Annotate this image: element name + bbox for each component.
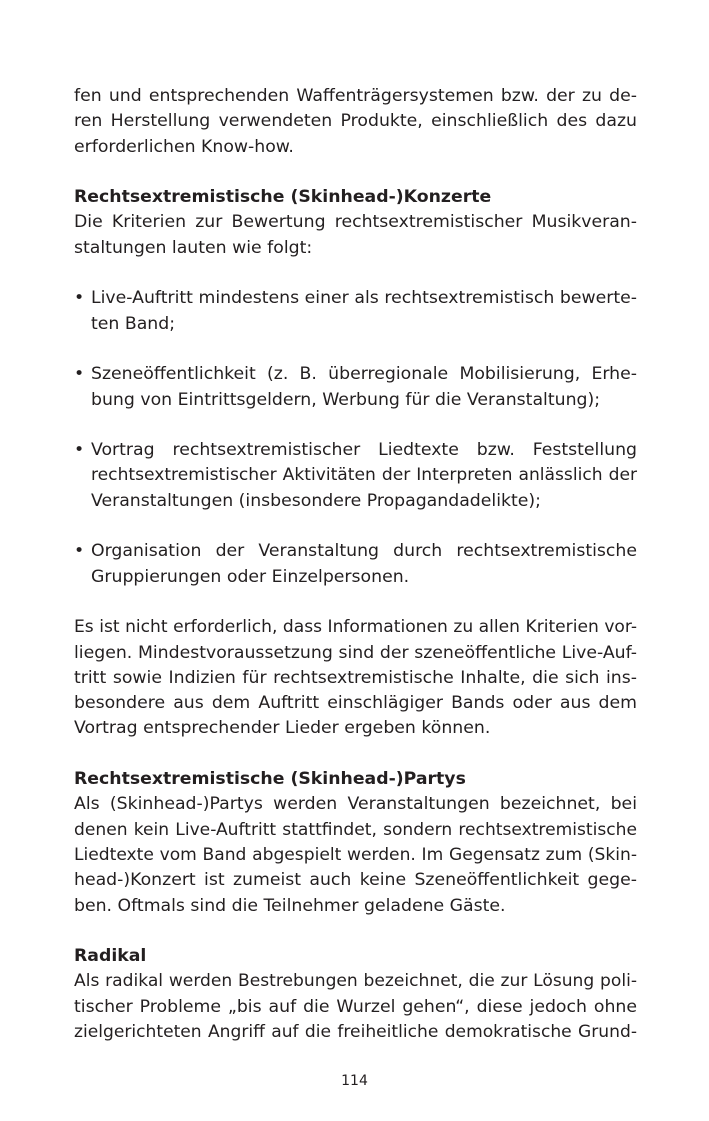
text-line: Vortrag entsprechender Lieder ergeben können.	[74, 718, 491, 739]
page-number: 114	[341, 1073, 368, 1089]
text-line: head-)Konzert ist zumeist auch keine Szeneöffentlichkeit gege-	[74, 870, 637, 891]
bullet-item	[74, 539, 637, 590]
criteria-note-paragraph	[74, 615, 637, 741]
text-line: ben. Oftmals sind die Teilnehmer geladene Gäste.	[74, 895, 506, 916]
text-line: Die Kriterien zur Bewertung rechtsextremistischer Musikveran-	[74, 212, 637, 233]
section-concerts	[74, 185, 637, 742]
bullet-icon: •	[74, 288, 85, 309]
page-body	[74, 84, 637, 1045]
text-line: fen und entsprechenden Waffenträgersystemen bzw. der zu de-	[74, 86, 637, 106]
bullet-icon: •	[74, 364, 85, 385]
text-line: tritt sowie Indizien für rechtsextremistische Inhalte, die sich ins-	[74, 667, 637, 688]
bullet-item	[74, 362, 637, 413]
text-line: besondere aus dem Auftritt einschlägiger Bands oder aus dem	[74, 693, 637, 714]
bullet-item	[74, 438, 637, 514]
text-line: Es ist nicht erforderlich, dass Informationen zu allen Kriterien vor-	[74, 617, 637, 638]
text-line: ten Band;	[91, 313, 176, 334]
text-line: tischer Probleme „bis auf die Wurzel gehen“, diese jedoch ohne	[74, 996, 637, 1017]
section-parties	[74, 767, 637, 919]
bullet-icon: •	[74, 541, 85, 562]
bullet-item	[74, 286, 637, 337]
text-line: ren Herstellung verwendeten Produkte, einschließlich des dazu	[74, 111, 637, 132]
text-line: bung von Eintrittsgeldern, Werbung für die Veranstaltung);	[91, 389, 601, 410]
text-line: erforderlichen Know-how.	[74, 136, 294, 157]
text-line: zielgerichteten Angriff auf die freiheitliche demokratische Grund-	[74, 1021, 637, 1042]
text-line: denen kein Live-Auftritt stattfindet, sondern rechtsextremistische	[74, 819, 637, 840]
bullet-icon: •	[74, 440, 85, 461]
section-heading: Radikal	[74, 946, 147, 967]
text-line: Als (Skinhead-)Partys werden Veranstaltungen bezeichnet, bei	[74, 794, 637, 815]
text-line: Organisation der Veranstaltung durch rechtsextremistische	[91, 541, 637, 562]
text-line: Veranstaltungen (insbesondere Propagandadelikte);	[91, 490, 541, 511]
text-line: Szeneöffentlichkeit (z. B. überregionale Mobilisierung, Erhe-	[91, 364, 637, 385]
text-line: Als radikal werden Bestrebungen bezeichnet, die zur Lösung poli-	[74, 971, 637, 992]
text-line: Live-Auftritt mindestens einer als rechtsextremistisch bewerte-	[91, 288, 637, 309]
section-heading: Rechtsextremistische (Skinhead-)Konzerte	[74, 187, 492, 208]
section-radikal	[74, 944, 637, 1045]
intro-paragraph	[74, 84, 637, 160]
text-line: Vortrag rechtsextremistischer Liedtexte bzw. Feststellung	[91, 440, 637, 461]
text-line: rechtsextremistischer Aktivitäten der Interpreten anlässlich der	[91, 465, 637, 486]
text-line: Gruppierungen oder Einzelpersonen.	[91, 566, 410, 587]
text-line: Liedtexte vom Band abgespielt werden. Im Gegensatz zum (Skin-	[74, 844, 637, 865]
section-heading: Rechtsextremistische (Skinhead-)Partys	[74, 769, 466, 790]
text-line: staltungen lauten wie folgt:	[74, 237, 313, 258]
text-line: liegen. Mindestvoraussetzung sind der szeneöffentliche Live-Auf-	[74, 642, 637, 663]
